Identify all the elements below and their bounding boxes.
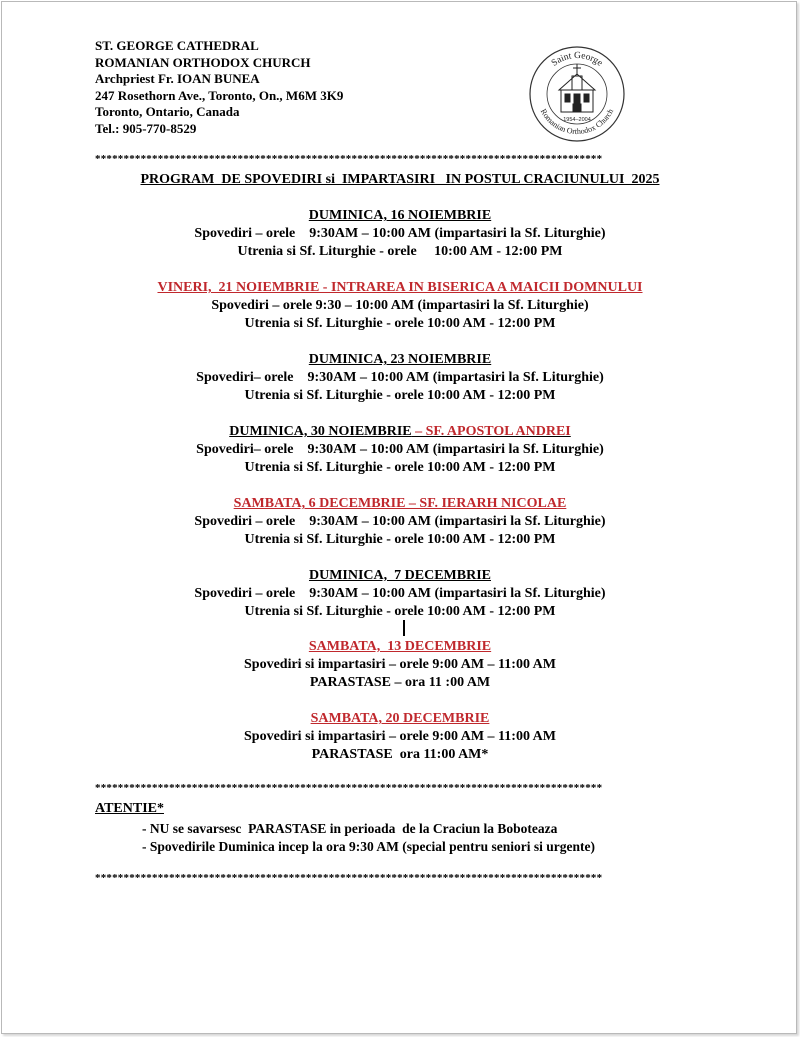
schedule-block: [0, 638, 800, 692]
logo-years: 1954–2004: [563, 117, 591, 123]
block-heading: VINERI, 21 NOIEMBRIE - INTRAREA IN BISERICA A MAICII DOMNULUI: [157, 280, 643, 295]
block-line: Spovediri– orele 9:30AM – 10:00 AM (impartasiri la Sf. Liturghie): [196, 442, 604, 457]
schedule-block: [0, 710, 800, 764]
separator: *****************************************************************************************: [95, 153, 603, 165]
block-line: PARASTASE ora 11:00 AM*: [311, 747, 489, 762]
header-line: Archpriest Fr. IOAN BUNEA: [95, 71, 260, 86]
header-line: Toronto, Ontario, Canada: [95, 104, 240, 119]
block-heading: SAMBATA, 13 DECEMBRIE: [308, 639, 492, 654]
block-heading: DUMINICA, 23 NOIEMBRIE: [308, 352, 492, 367]
block-line: Spovediri – orele 9:30AM – 10:00 AM (impartasiri la Sf. Liturghie): [194, 586, 606, 601]
block-line: Spovediri – orele 9:30 – 10:00 AM (impartasiri la Sf. Liturghie): [211, 298, 589, 313]
schedule-block: [0, 423, 800, 477]
schedule-block: [0, 495, 800, 549]
logo-bottom-text: Romanian Orthodox Church: [538, 107, 616, 137]
block-heading: DUMINICA, 7 DECEMBRIE: [308, 568, 491, 583]
header-line: 247 Rosethorn Ave., Toronto, On., M6M 3K9: [95, 87, 344, 103]
header-line: ROMANIAN ORTHODOX CHURCH: [95, 54, 311, 70]
block-line: Utrenia si Sf. Liturghie - orele 10:00 AM - 12:00 PM: [237, 244, 563, 259]
block-line: Utrenia si Sf. Liturghie - orele 10:00 AM - 12:00 PM: [244, 316, 556, 331]
block-heading-feast: – SF. APOSTOL ANDREI: [411, 424, 571, 439]
block-line: Spovediri – orele 9:30AM – 10:00 AM (impartasiri la Sf. Liturghie): [194, 226, 606, 241]
atentie-note: - NU se savarsesc PARASTASE in perioada de la Craciun la Boboteaza: [142, 821, 558, 836]
block-line: PARASTASE – ora 11 :00 AM: [309, 675, 491, 690]
separator: *****************************************************************************************: [95, 782, 603, 794]
schedule-block: [0, 567, 800, 621]
cathedral-logo: [527, 44, 627, 144]
block-line: Spovediri si impartasiri – orele 9:00 AM – 11:00 AM: [244, 729, 556, 744]
page-title: PROGRAM DE SPOVEDIRI si IMPARTASIRI IN POSTUL CRACIUNULUI 2025: [140, 172, 660, 187]
block-heading: DUMINICA, 16 NOIEMBRIE: [308, 208, 492, 223]
atentie-label: ATENTIE*: [95, 801, 164, 816]
block-heading: [0, 423, 800, 441]
block-line: Spovediri– orele 9:30AM – 10:00 AM (impartasiri la Sf. Liturghie): [196, 370, 604, 385]
block-line: Spovediri – orele 9:30AM – 10:00 AM (impartasiri la Sf. Liturghie): [194, 514, 606, 529]
block-heading: SAMBATA, 6 DECEMBRIE – SF. IERARH NICOLAE: [233, 496, 567, 511]
header-line: ST. GEORGE CATHEDRAL: [95, 38, 259, 53]
block-line: Utrenia si Sf. Liturghie - orele 10:00 AM - 12:00 PM: [244, 604, 556, 619]
separator: *****************************************************************************************: [95, 872, 603, 884]
block-line: Utrenia si Sf. Liturghie - orele 10:00 AM - 12:00 PM: [244, 388, 556, 403]
logo-top-text: Saint George: [549, 50, 605, 69]
atentie-note: - Spovedirile Duminica incep la ora 9:30 AM (special pentru seniori si urgente): [142, 839, 595, 854]
schedule-block: [0, 279, 800, 333]
schedule-block: [0, 351, 800, 405]
block-line: Utrenia si Sf. Liturghie - orele 10:00 AM - 12:00 PM: [244, 460, 556, 475]
block-heading-date: DUMINICA, 30 NOIEMBRIE: [229, 424, 412, 439]
text-cursor: [403, 620, 405, 636]
cathedral-icon: [559, 64, 595, 112]
block-line: Utrenia si Sf. Liturghie - orele 10:00 AM - 12:00 PM: [244, 532, 556, 547]
header-line: Tel.: 905-770-8529: [95, 120, 197, 136]
church-header: [95, 38, 343, 137]
block-line: Spovediri si impartasiri – orele 9:00 AM – 11:00 AM: [244, 657, 556, 672]
block-heading: SAMBATA, 20 DECEMBRIE: [310, 711, 490, 726]
schedule-block: [0, 207, 800, 261]
